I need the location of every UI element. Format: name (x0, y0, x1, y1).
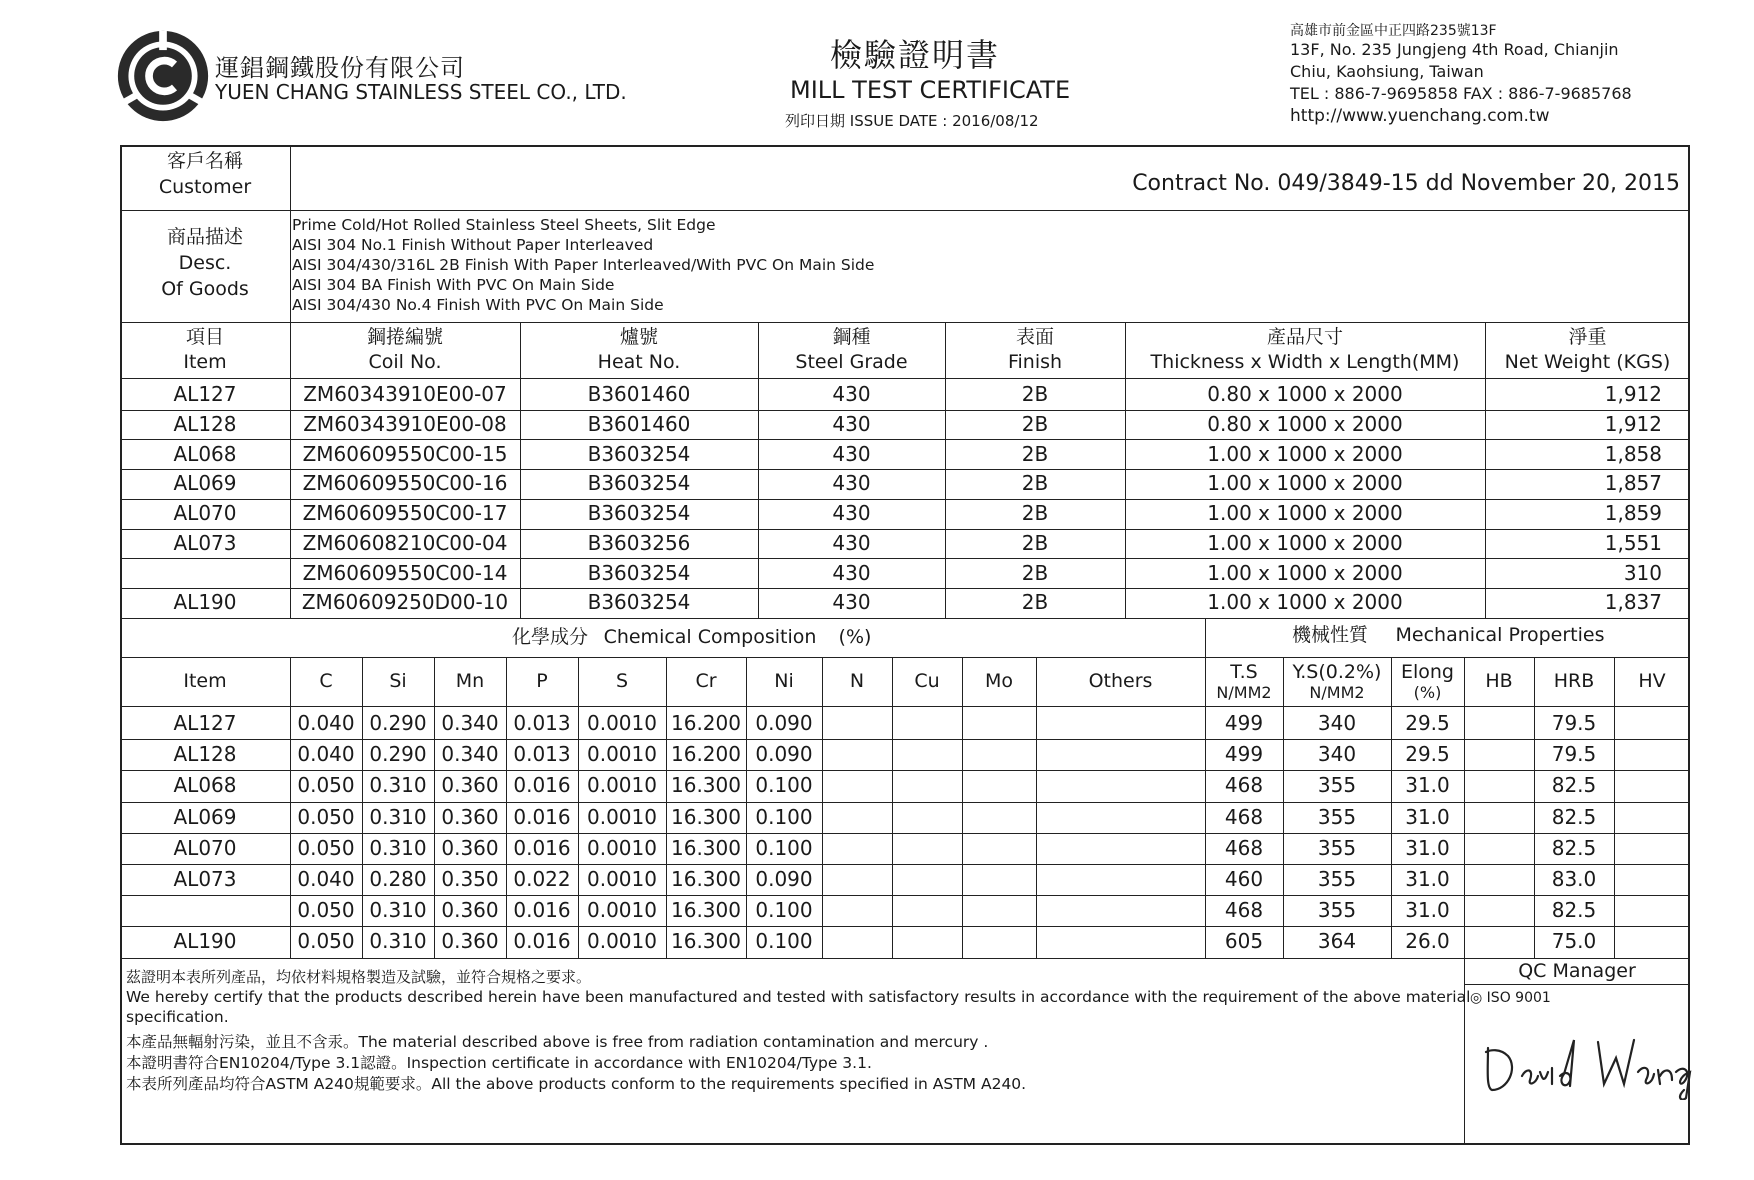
product-cell: 310 (1623, 560, 1662, 585)
mechanical-cell (1464, 770, 1534, 801)
mechanical-cell: 355 (1317, 804, 1357, 829)
mechanical-header (1464, 660, 1534, 704)
chemical-cell (1036, 708, 1205, 739)
chemical-cell (892, 770, 962, 801)
chemical-cell: 0.0010 (587, 742, 657, 767)
chemical-cell (892, 833, 962, 864)
product-cell: ZM60609250D00-10 (301, 590, 509, 615)
product-item-cell: AL190 (173, 590, 237, 615)
product-header-finish-cn: 表面 (1015, 326, 1054, 349)
chemical-cell: 0.016 (513, 835, 571, 860)
chemical-cell (962, 802, 1036, 833)
chemical-cell: 0.050 (297, 835, 355, 860)
goods-description-line: AISI 304/430/316L 2B Finish With Paper Interleaved/With PVC On Main Side (292, 256, 875, 274)
chemical-cell: 16.300 (671, 773, 741, 798)
chemical-item-cell: AL073 (173, 867, 237, 892)
chemical-item-cell (120, 895, 290, 926)
product-header-heat-en: Heat No. (597, 351, 681, 374)
product-header-weight-en: Net Weight (KGS) (1504, 351, 1671, 374)
chemical-cell: 0.340 (441, 742, 499, 767)
mechanical-cell: 79.5 (1551, 711, 1597, 736)
product-cell: ZM60609550C00-14 (302, 560, 508, 585)
product-cell: ZM60608210C00-04 (302, 530, 508, 555)
mechanical-cell: 75.0 (1551, 929, 1597, 954)
mechanical-title-cn: 機械性質 (1291, 624, 1368, 647)
product-cell: 1.00 x 1000 x 2000 (1207, 560, 1403, 585)
mechanical-cell: 29.5 (1405, 711, 1450, 736)
product-cell: B3601460 (587, 412, 691, 437)
chemical-cell (822, 864, 892, 895)
mechanical-cell: 499 (1224, 742, 1264, 767)
chemical-cell: 16.300 (671, 898, 741, 923)
product-header-heat-cn: 爐號 (619, 326, 658, 349)
product-cell: B3603254 (587, 471, 691, 496)
product-cell: ZM60343910E00-07 (303, 382, 507, 407)
mechanical-cell: 460 (1224, 867, 1264, 892)
chemical-cell (892, 895, 962, 926)
certification-radiation: 本產品無輻射污染，並且不含汞。The material described above is free from radiation contamination and mercury . (126, 1033, 989, 1051)
chemical-item-cell: AL070 (173, 835, 237, 860)
product-header-coil-cn: 鋼捲編號 (366, 326, 443, 349)
product-cell: 430 (832, 382, 871, 407)
mechanical-header-label: Y.S(0.2%) (1292, 660, 1382, 683)
chemical-cell: 16.300 (671, 835, 741, 860)
chemical-cell: 16.200 (671, 742, 741, 767)
chemical-cell: 0.310 (369, 929, 427, 954)
chemical-cell (962, 895, 1036, 926)
chemical-cell (962, 739, 1036, 770)
company-address-line2: Chiu, Kaohsiung, Taiwan (1290, 62, 1484, 81)
chemical-cell: 0.100 (755, 898, 813, 923)
company-name-cn: 運錩鋼鐵股份有限公司 (215, 54, 465, 82)
chemical-cell (822, 802, 892, 833)
chemical-cell (892, 739, 962, 770)
product-cell: 1.00 x 1000 x 2000 (1207, 501, 1403, 526)
mechanical-cell (1614, 739, 1690, 770)
chemical-cell (822, 926, 892, 957)
chemical-cell: 0.100 (755, 929, 813, 954)
mechanical-header-unit: N/MM2 (1216, 682, 1272, 702)
mechanical-cell: 605 (1224, 929, 1264, 954)
chemical-header-cu: Cu (914, 670, 940, 693)
mechanical-cell: 31.0 (1405, 804, 1450, 829)
product-cell: B3603254 (587, 501, 691, 526)
product-cell: ZM60609550C00-15 (302, 441, 508, 466)
mechanical-header (1283, 660, 1391, 704)
chemical-item-cell: AL190 (173, 929, 237, 954)
chemical-item-cell: AL127 (173, 711, 237, 736)
chemical-cell (1036, 895, 1205, 926)
qc-manager-label: QC Manager (1518, 960, 1636, 983)
chemical-cell: 0.022 (513, 867, 571, 892)
signature-name: David Wang (1480, 1106, 1547, 1119)
product-header-size-cn: 產品尺寸 (1266, 326, 1343, 349)
chemical-cell: 16.300 (671, 929, 741, 954)
product-cell: 1,859 (1604, 501, 1662, 526)
goods-description-line: AISI 304/430 No.4 Finish With PVC On Main Side (292, 296, 664, 314)
chemical-cell (822, 739, 892, 770)
chemical-cell: 0.310 (369, 835, 427, 860)
chemical-cell (822, 895, 892, 926)
chemical-cell (892, 864, 962, 895)
product-cell: 1,858 (1604, 441, 1662, 466)
product-cell: 1,912 (1604, 412, 1662, 437)
chemical-cell: 0.100 (755, 773, 813, 798)
chemical-cell: 0.290 (369, 711, 427, 736)
mechanical-cell: 31.0 (1405, 898, 1450, 923)
certification-en10204: 本證明書符合EN10204/Type 3.1認證。Inspection certificate in accordance with EN10204/Type 3.1. (126, 1054, 872, 1072)
product-cell: B3603256 (587, 530, 691, 555)
product-item-cell: AL070 (173, 501, 237, 526)
mechanical-cell (1614, 708, 1690, 739)
mechanical-cell: 355 (1317, 898, 1357, 923)
chemical-cell: 16.300 (671, 867, 741, 892)
document-title-en: MILL TEST CERTIFICATE (790, 76, 1071, 104)
product-cell: 2B (1021, 530, 1049, 555)
product-cell: 1,551 (1604, 530, 1662, 555)
chemical-cell: 0.100 (755, 804, 813, 829)
goods-label-en-1: Desc. (178, 252, 232, 275)
mechanical-cell: 468 (1224, 898, 1264, 923)
mechanical-header-label: HV (1638, 670, 1666, 693)
chemical-cell (962, 926, 1036, 957)
chemical-cell: 0.050 (297, 773, 355, 798)
chemical-cell: 0.0010 (587, 929, 657, 954)
product-cell: 1,912 (1604, 382, 1662, 407)
contract-number: Contract No. 049/3849-15 dd November 20, 2015 (1132, 171, 1680, 197)
mechanical-cell (1464, 708, 1534, 739)
product-cell: 430 (832, 560, 871, 585)
chemical-cell (1036, 802, 1205, 833)
goods-description-line: Prime Cold/Hot Rolled Stainless Steel Sheets, Slit Edge (292, 216, 716, 234)
document-title-cn: 檢驗證明書 (830, 36, 1001, 74)
product-cell: 2B (1021, 501, 1049, 526)
chemical-item-cell: AL068 (173, 773, 237, 798)
mechanical-cell: 31.0 (1405, 835, 1450, 860)
product-item-cell: AL073 (173, 530, 237, 555)
product-cell: 0.80 x 1000 x 2000 (1207, 412, 1403, 437)
chemical-cell: 0.0010 (587, 804, 657, 829)
product-cell: B3603254 (587, 560, 691, 585)
chemical-header-ni: Ni (774, 670, 794, 693)
company-address-line1: 13F, No. 235 Jungjeng 4th Road, Chianjin (1290, 40, 1619, 59)
product-cell: 430 (832, 471, 871, 496)
chemical-cell (822, 708, 892, 739)
mechanical-cell (1614, 895, 1690, 926)
chemical-cell: 0.016 (513, 898, 571, 923)
chemical-cell: 0.340 (441, 711, 499, 736)
product-cell: 0.80 x 1000 x 2000 (1207, 382, 1403, 407)
chemical-title-cn: 化學成分 (511, 626, 588, 649)
chemical-header-c: C (319, 670, 333, 693)
chemical-cell: 0.0010 (587, 898, 657, 923)
issue-date: 列印日期 ISSUE DATE : 2016/08/12 (785, 112, 1039, 130)
product-cell: B3603254 (587, 590, 691, 615)
product-item-cell: AL128 (173, 412, 237, 437)
product-cell: 2B (1021, 590, 1049, 615)
iso-badge (1470, 990, 1551, 1006)
mechanical-cell (1464, 864, 1534, 895)
mechanical-cell: 83.0 (1551, 867, 1597, 892)
product-cell: 1.00 x 1000 x 2000 (1207, 471, 1403, 496)
chemical-header-p: P (536, 670, 548, 693)
chemical-cell: 0.360 (441, 929, 499, 954)
product-cell: ZM60609550C00-17 (302, 501, 508, 526)
chemical-cell (1036, 770, 1205, 801)
chemical-cell (1036, 926, 1205, 957)
mechanical-cell (1464, 833, 1534, 864)
mechanical-cell: 355 (1317, 773, 1357, 798)
chemical-cell: 0.0010 (587, 867, 657, 892)
chemical-cell: 0.0010 (587, 711, 657, 736)
product-cell: 2B (1021, 560, 1049, 585)
company-phone-fax: TEL : 886-7-9695858 FAX : 886-7-9685768 (1290, 84, 1632, 103)
product-header-grade-en: Steel Grade (795, 351, 908, 374)
mechanical-cell: 340 (1317, 711, 1357, 736)
goods-label-cn: 商品描述 (166, 226, 243, 249)
mechanical-cell: 364 (1317, 929, 1357, 954)
product-cell: ZM60343910E00-08 (303, 412, 507, 437)
mechanical-cell (1464, 895, 1534, 926)
mechanical-cell: 468 (1224, 835, 1264, 860)
chemical-cell: 0.090 (755, 867, 813, 892)
product-cell: 2B (1021, 471, 1049, 496)
chemical-title-en: Chemical Composition (603, 626, 817, 649)
chemical-cell: 0.040 (297, 867, 355, 892)
mechanical-cell (1464, 926, 1534, 957)
iso-label: ISO 9001 (1486, 990, 1551, 1006)
chemical-cell: 0.310 (369, 804, 427, 829)
company-name-en: YUEN CHANG STAINLESS STEEL CO., LTD. (215, 80, 627, 104)
chemical-cell (1036, 739, 1205, 770)
chemical-cell: 0.310 (369, 898, 427, 923)
chemical-cell: 0.050 (297, 929, 355, 954)
goods-description-line: AISI 304 BA Finish With PVC On Main Side (292, 276, 615, 294)
chemical-item-cell: AL128 (173, 742, 237, 767)
product-item-cell: AL068 (173, 441, 237, 466)
chemical-header-others: Others (1088, 670, 1153, 693)
mechanical-header-unit: (%) (1413, 682, 1442, 702)
chemical-cell: 0.310 (369, 773, 427, 798)
mechanical-cell: 79.5 (1551, 742, 1597, 767)
chemical-cell: 0.013 (513, 742, 571, 767)
chemical-cell: 16.300 (671, 804, 741, 829)
mechanical-header-unit: N/MM2 (1309, 682, 1365, 702)
chemical-cell (962, 708, 1036, 739)
chemical-cell: 0.050 (297, 804, 355, 829)
chemical-header-n: N (849, 670, 865, 693)
chemical-cell: 0.016 (513, 804, 571, 829)
chemical-cell: 0.290 (369, 742, 427, 767)
mechanical-cell (1614, 770, 1690, 801)
chemical-cell (962, 864, 1036, 895)
chemical-cell (962, 833, 1036, 864)
mechanical-header-label: Elong (1400, 660, 1454, 683)
mechanical-header-label: HB (1485, 670, 1513, 693)
chemical-cell: 0.360 (441, 804, 499, 829)
chemical-cell: 0.013 (513, 711, 571, 736)
certification-line-en: We hereby certify that the products described herein have been manufactured and tested with satisfactory results in accordance with the requirement of the above material (126, 988, 1471, 1006)
product-cell: 1.00 x 1000 x 2000 (1207, 441, 1403, 466)
product-cell: B3603254 (587, 441, 691, 466)
product-item-cell: AL127 (173, 382, 237, 407)
mechanical-cell (1464, 739, 1534, 770)
product-cell: 1.00 x 1000 x 2000 (1207, 530, 1403, 555)
certification-line-cn: 茲證明本表所列產品，均依材料規格製造及試驗，並符合規格之要求。 (126, 968, 592, 986)
product-header-weight-cn: 淨重 (1568, 326, 1607, 349)
mechanical-cell: 355 (1317, 835, 1357, 860)
mechanical-cell: 468 (1224, 773, 1264, 798)
chemical-cell (822, 770, 892, 801)
chemical-cell: 0.280 (369, 867, 427, 892)
product-cell: 430 (832, 441, 871, 466)
product-cell: 2B (1021, 382, 1049, 407)
company-website: http://www.yuenchang.com.tw (1290, 106, 1550, 126)
mechanical-cell: 355 (1317, 867, 1357, 892)
mechanical-header (1534, 660, 1614, 704)
product-cell: 1.00 x 1000 x 2000 (1207, 590, 1403, 615)
mechanical-title-en: Mechanical Properties (1395, 624, 1605, 647)
product-cell: 430 (832, 412, 871, 437)
chemical-header-cr: Cr (695, 670, 717, 693)
mechanical-cell: 499 (1224, 711, 1264, 736)
mechanical-cell: 82.5 (1551, 835, 1597, 860)
chemical-cell (1036, 833, 1205, 864)
product-cell: 2B (1021, 441, 1049, 466)
chemical-cell (892, 708, 962, 739)
chemical-cell (892, 802, 962, 833)
mechanical-cell (1614, 802, 1690, 833)
mechanical-cell (1614, 833, 1690, 864)
customer-label-en: Customer (158, 176, 252, 199)
certification-astm: 本表所列產品均符合ASTM A240規範要求。All the above products conform to the requirements specified in ASTM A240. (126, 1075, 1027, 1093)
chemical-cell: 0.360 (441, 898, 499, 923)
chemical-cell (1036, 864, 1205, 895)
product-item-cell (120, 558, 290, 588)
product-header-item-cn: 項目 (185, 326, 224, 349)
chemical-header-si: Si (389, 670, 407, 693)
chemical-cell: 0.360 (441, 773, 499, 798)
goods-label-en-2: Of Goods (161, 278, 249, 301)
mechanical-cell: 31.0 (1405, 867, 1450, 892)
chemical-cell: 0.360 (441, 835, 499, 860)
mechanical-cell: 26.0 (1405, 929, 1450, 954)
chemical-header-s: S (615, 670, 629, 693)
mechanical-header-label: T.S (1230, 660, 1258, 683)
mechanical-cell (1464, 802, 1534, 833)
signature-image (1478, 1028, 1700, 1100)
product-cell: 430 (832, 501, 871, 526)
mechanical-cell: 82.5 (1551, 898, 1597, 923)
chemical-cell: 0.0010 (587, 773, 657, 798)
product-cell: ZM60609550C00-16 (302, 471, 508, 496)
mechanical-cell: 340 (1317, 742, 1357, 767)
product-cell: B3601460 (587, 382, 691, 407)
mechanical-header (1614, 660, 1690, 704)
goods-description-line: AISI 304 No.1 Finish Without Paper Interleaved (292, 236, 654, 254)
chemical-cell: 0.350 (441, 867, 499, 892)
product-header-finish-en: Finish (1007, 351, 1063, 374)
mechanical-cell (1614, 926, 1690, 957)
chemical-cell: 0.040 (297, 742, 355, 767)
mechanical-header (1391, 660, 1464, 704)
mechanical-cell: 82.5 (1551, 804, 1597, 829)
chemical-cell: 0.090 (755, 742, 813, 767)
customer-label-cn: 客戶名稱 (166, 150, 243, 173)
chemical-cell: 0.050 (297, 898, 355, 923)
chemical-cell: 0.0010 (587, 835, 657, 860)
chemical-item-cell: AL069 (173, 804, 237, 829)
chemical-cell: 0.016 (513, 929, 571, 954)
certification-line-spec: specification. (126, 1008, 229, 1026)
product-header-item-en: Item (183, 351, 227, 374)
chemical-cell: 0.100 (755, 835, 813, 860)
mechanical-cell: 29.5 (1405, 742, 1450, 767)
chemical-cell (892, 926, 962, 957)
company-address-cn: 高雄市前金區中正四路235號13F (1290, 23, 1497, 39)
chemical-cell: 16.200 (671, 711, 741, 736)
company-logo-icon (115, 28, 211, 124)
chemical-header-mn: Mn (455, 670, 485, 693)
chemical-header-mo: Mo (984, 670, 1014, 693)
chemical-cell (822, 833, 892, 864)
mechanical-cell (1614, 864, 1690, 895)
mechanical-cell: 82.5 (1551, 773, 1597, 798)
product-cell: 2B (1021, 412, 1049, 437)
iso-icon: ◎ (1470, 990, 1483, 1006)
product-item-cell: AL069 (173, 471, 237, 496)
product-header-coil-en: Coil No. (368, 351, 442, 374)
mechanical-cell: 31.0 (1405, 773, 1450, 798)
chemical-cell: 0.090 (755, 711, 813, 736)
chemical-cell: 0.016 (513, 773, 571, 798)
chemical-cell (962, 770, 1036, 801)
product-header-grade-cn: 鋼種 (832, 326, 871, 349)
product-cell: 430 (832, 590, 871, 615)
mechanical-cell: 468 (1224, 804, 1264, 829)
mechanical-header-label: HRB (1553, 670, 1595, 693)
product-cell: 1,837 (1604, 590, 1662, 615)
product-cell: 430 (832, 530, 871, 555)
mechanical-header (1205, 660, 1283, 704)
chemical-unit: (%) (838, 626, 872, 649)
product-header-size-en: Thickness x Width x Length(MM) (1150, 351, 1460, 374)
chemical-cell: 0.040 (297, 711, 355, 736)
chemical-header-item: Item (183, 670, 227, 693)
product-cell: 1,857 (1604, 471, 1662, 496)
